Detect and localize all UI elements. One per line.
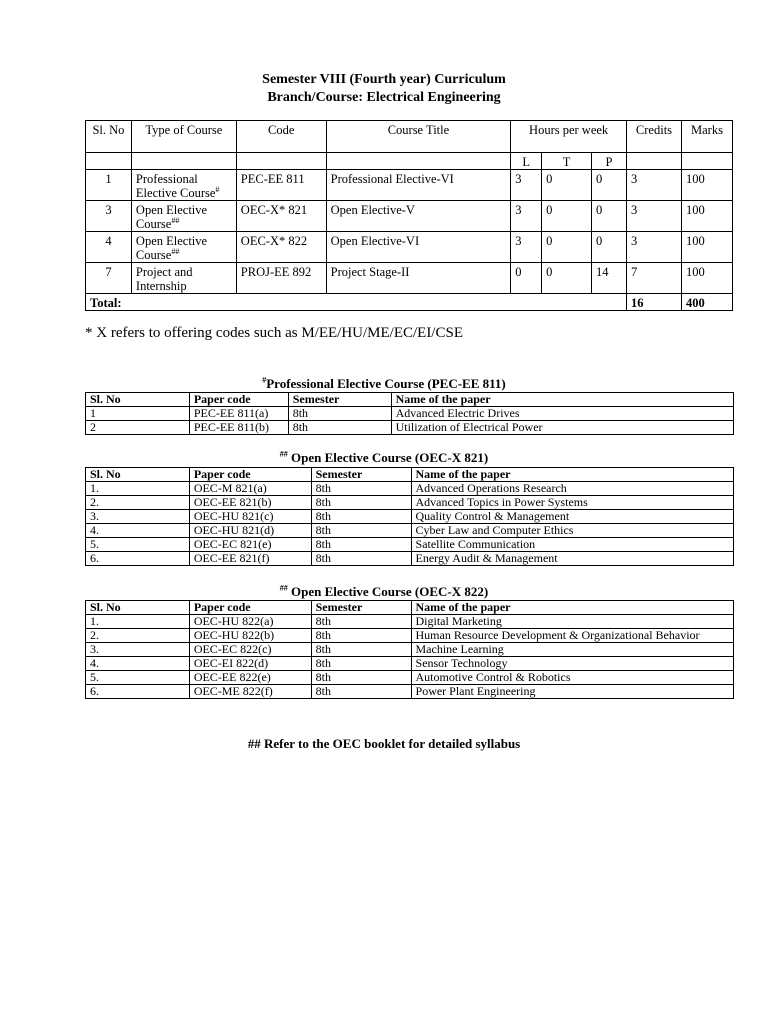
header-l: L <box>511 153 542 170</box>
pec-table <box>85 392 734 435</box>
offering-codes-note: * X refers to offering codes such as M/EE/HU/ME/EC/EI/CSE <box>85 325 463 341</box>
syllabus-note: ## Refer to the OEC booklet for detailed syllabus <box>247 736 521 751</box>
table-row: 3. OEC-HU 821(c) 8th Quality Control & Management <box>86 510 734 524</box>
oec822-caption: ## Open Elective Course (OEC-X 822) <box>279 583 489 599</box>
oec821-table <box>85 467 734 566</box>
table-row: 4. OEC-EI 822(d) 8th Sensor Technology <box>86 657 734 671</box>
header-t: T <box>542 153 592 170</box>
table-row: 1. OEC-HU 822(a) 8th Digital Marketing <box>86 615 734 629</box>
oec821-caption: ## Open Elective Course (OEC-X 821) <box>279 449 489 465</box>
header-code: Code <box>236 121 326 153</box>
pec-caption: #Professional Elective Course (PEC-EE 811) <box>262 375 506 391</box>
table-row: 6. OEC-EE 821(f) 8th Energy Audit & Management <box>86 552 734 566</box>
total-label: Total: <box>86 294 627 311</box>
page-subtitle: Branch/Course: Electrical Engineering <box>267 90 501 105</box>
total-credits: 16 <box>627 294 682 311</box>
table-row: 1. OEC-M 821(a) 8th Advanced Operations Research <box>86 482 734 496</box>
table-row: 3. OEC-EC 822(c) 8th Machine Learning <box>86 643 734 657</box>
header-type: Type of Course <box>131 121 236 153</box>
table-row: 4 Open Elective Course## OEC-X* 822 Open Elective-VI 3 0 0 3 100 <box>86 232 733 263</box>
table-row: 1 PEC-EE 811(a) 8th Advanced Electric Drives <box>86 407 734 421</box>
header-hours: Hours per week <box>511 121 627 153</box>
header-marks: Marks <box>681 121 732 153</box>
header-sl-no: Sl. No <box>86 121 132 153</box>
table-subheader-row <box>86 153 733 170</box>
table-row: 6. OEC-ME 822(f) 8th Power Plant Engineering <box>86 685 734 699</box>
page-title: Semester VIII (Fourth year) Curriculum <box>262 72 506 87</box>
table-row: 1 Professional Elective Course# PEC-EE 811 Professional Elective-VI 3 0 0 3 100 <box>86 170 733 201</box>
table-row: 2 PEC-EE 811(b) 8th Utilization of Electrical Power <box>86 421 734 435</box>
table-row: 5. OEC-EE 822(e) 8th Automotive Control & Robotics <box>86 671 734 685</box>
table-row: 3 Open Elective Course## OEC-X* 821 Open Elective-V 3 0 0 3 100 <box>86 201 733 232</box>
total-marks: 400 <box>681 294 732 311</box>
table-header-row <box>86 121 733 153</box>
table-row: 4. OEC-HU 821(d) 8th Cyber Law and Computer Ethics <box>86 524 734 538</box>
header-p: P <box>592 153 627 170</box>
total-row <box>86 294 733 311</box>
table-row: 5. OEC-EC 821(e) 8th Satellite Communication <box>86 538 734 552</box>
table-header-row: Sl. No Paper code Semester Name of the paper <box>86 393 734 407</box>
header-credits: Credits <box>627 121 682 153</box>
oec822-table <box>85 600 734 699</box>
table-row: 2. OEC-EE 821(b) 8th Advanced Topics in Power Systems <box>86 496 734 510</box>
table-row: 2. OEC-HU 822(b) 8th Human Resource Development & Organizational Behavior <box>86 629 734 643</box>
table-header-row: Sl. No Paper code Semester Name of the paper <box>86 468 734 482</box>
curriculum-table <box>85 120 733 311</box>
table-row: 7 Project and Internship PROJ-EE 892 Project Stage-II 0 0 14 7 100 <box>86 263 733 294</box>
table-header-row: Sl. No Paper code Semester Name of the paper <box>86 601 734 615</box>
header-title: Course Title <box>326 121 511 153</box>
